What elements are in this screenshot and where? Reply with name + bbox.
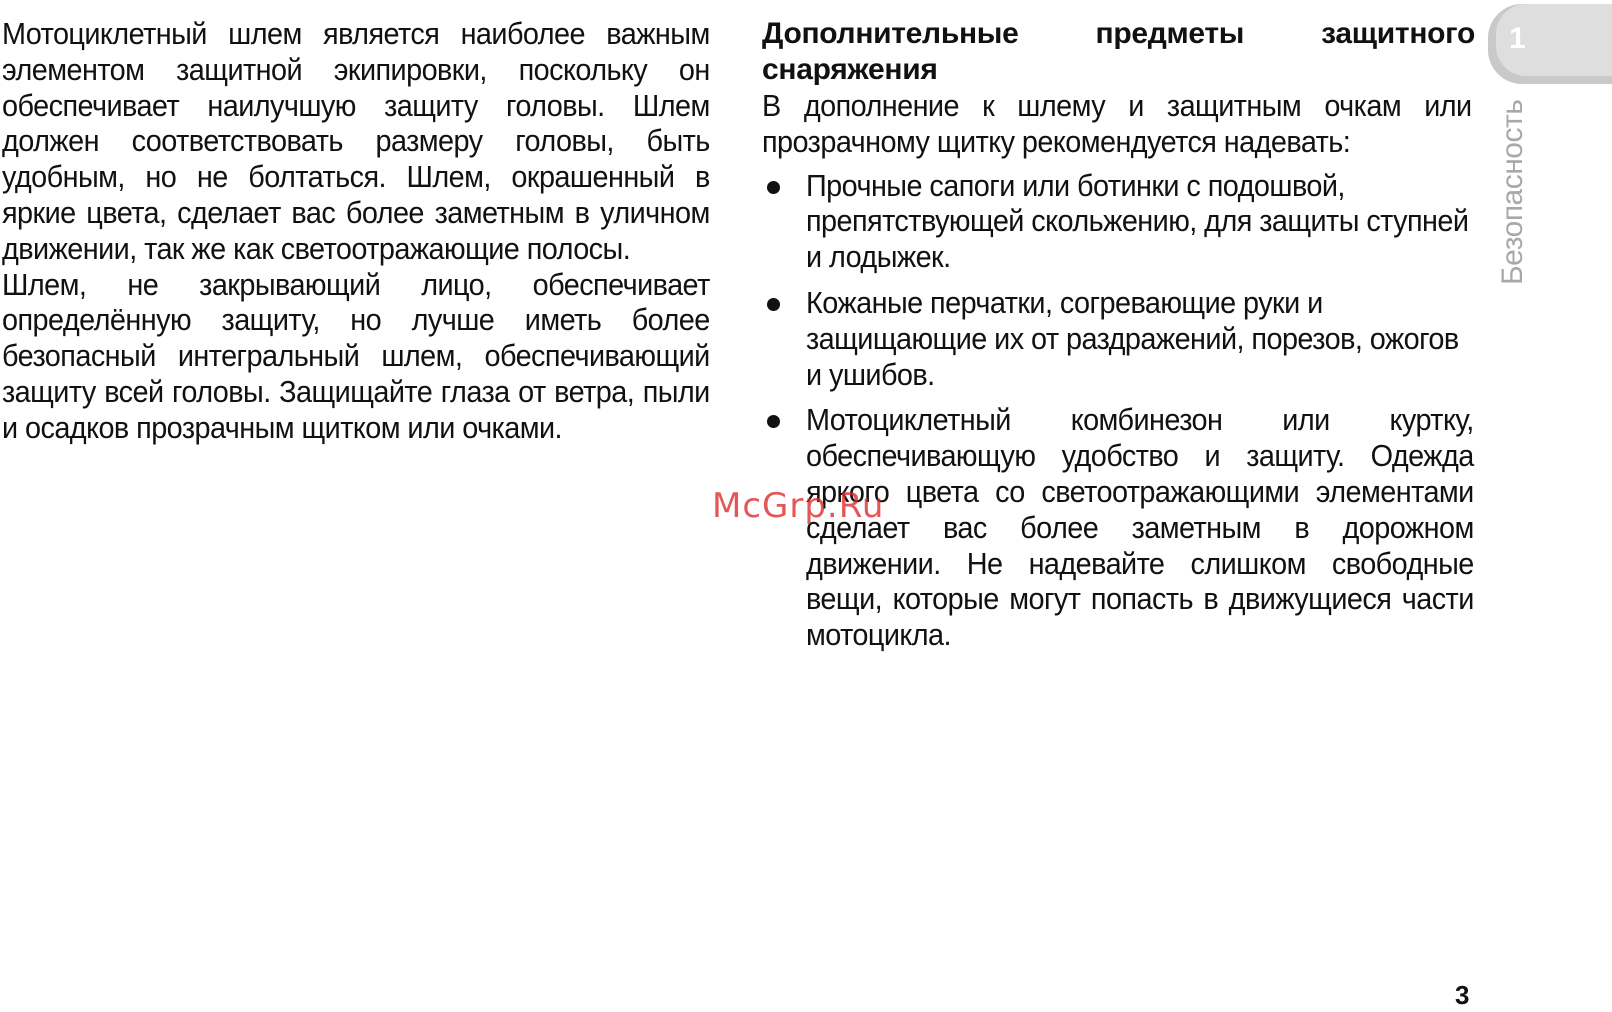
page-number: 3	[1455, 980, 1470, 1010]
list-item-text: Прочные сапоги или ботинки с подошвой, препятствующей скольжению, для защиты ступней и лодыжек.	[806, 167, 1469, 275]
right-column	[762, 16, 1475, 663]
list-item-boots	[762, 168, 1472, 275]
list-item-text: Мотоциклетный комбинезон или куртку, обеспечивающую удобство и защиту. Одежда яркого цвета со светоотражающими элементами сделает вас более заметным в дорожном движении. Не надевайте слишком свободные вещи, которые могут попасть в движущиеся части мотоцикла.	[806, 402, 1474, 653]
section-label-vertical: Безопасность	[1496, 99, 1529, 285]
left-column	[2, 16, 710, 446]
chapter-number: 1	[1509, 22, 1526, 55]
bullet-icon	[767, 298, 780, 311]
bullet-icon	[767, 415, 780, 428]
helmet-paragraph: Мотоциклетный шлем является наиболее важным элементом защитной экипировки, поскольку он обеспечивает наилучшую защиту головы. Шлем должен соответствовать размеру головы, быть удобным, но не болтаться. Шлем, окрашенный в яркие цвета, сделает вас более заметным в уличном движении, так же как светоотражающие полосы.	[2, 16, 710, 266]
protective-gear-list	[762, 168, 1472, 653]
intro-paragraph: В дополнение к шлему и защитным очкам или прозрачному щитку рекомендуется надевать:	[762, 88, 1472, 159]
list-item-suit	[762, 402, 1472, 653]
list-item-gloves	[762, 285, 1472, 392]
section-heading: Дополнительные предметы защитного снаряжения	[762, 17, 1475, 86]
open-face-helmet-paragraph: Шлем, не закрывающий лицо, обеспечивает определённую защиту, но лучше иметь более безопасный интегральный шлем, обеспечивающий защиту всей головы. Защищайте глаза от ветра, пыли и осадков прозрачным щитком или очками.	[2, 266, 710, 445]
watermark: McGrp.Ru	[712, 486, 885, 526]
bullet-icon	[767, 181, 780, 194]
list-item-text: Кожаные перчатки, согревающие руки и защищающие их от раздражений, порезов, ожогов и ушибов.	[806, 284, 1459, 392]
